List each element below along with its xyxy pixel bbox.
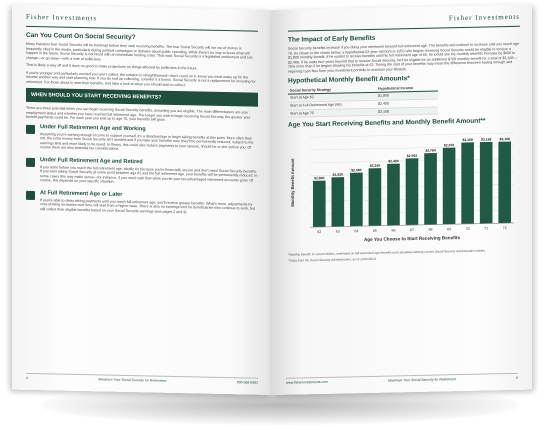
gridline — [310, 133, 514, 137]
benefit-chart — [288, 127, 520, 252]
briefcase-icon — [26, 124, 35, 133]
header-rule — [288, 26, 520, 32]
footnote-1: *Monthly benefit, in current dollars, estimated on full retirement age benefits and calculated utilizing current Social Security Administration tables. — [288, 248, 486, 258]
page-number: 4 — [26, 375, 28, 380]
data-label: $3,168 — [462, 138, 473, 143]
page-number: 5 — [516, 375, 518, 380]
data-label: $3,168 — [480, 137, 492, 143]
bar — [424, 153, 437, 225]
table-cell: Start at Full Retirement Age (66) — [288, 100, 376, 110]
table-cell: $1,800 — [376, 91, 438, 100]
heading-social-security: Can You Count On Social Security? — [26, 31, 136, 42]
tick-label: 65 — [372, 229, 377, 234]
paragraph-impact: Social Security benefits increase if you delay your retirement beyond full retirement age. The benefits will continue to increase until you reach age 70. As shown in the charts below, a hypothetical 62-year-old born in 1953 who begins receiving Social Security would be eligible to receive a $1,800 monthly benefit. If he waited to receive benefits until his full retirement age of 66, he would see his monthly benefits increase by $600 to $2,400. If he waits four years beyond that to receive Social Security, he'll be eligible for an additional $768 monthly benefit for a total of $3,168—76% more than if he begins drawing his benefits at 62. Timing the start of your benefits may mean the difference between having enough and requiring cash flow from your investment portfolio to maintain your lifestyle. — [288, 41, 520, 74]
table-title: Hypothetical Monthly Benefit Amounts* — [288, 75, 410, 85]
tick-label: 69 — [447, 227, 452, 232]
bar — [498, 142, 511, 224]
tick-label: 70 — [465, 227, 470, 232]
bar — [313, 181, 326, 228]
footnote-2: **Data from the Social Security Administration, as of 12/31/2014. — [288, 256, 377, 263]
calendar-icon — [26, 190, 35, 199]
bar — [480, 142, 493, 224]
data-label: $2,976 — [443, 143, 455, 148]
data-label: $1,800 — [314, 176, 325, 181]
right-page — [272, 5, 532, 395]
table-header: Hypothetical Income — [376, 85, 438, 93]
table-cell: Start at Age 70 — [288, 108, 376, 118]
footer-url: www.fisherinvestments.com — [286, 379, 328, 385]
footer-phone: 800-568-5882 — [236, 380, 258, 385]
table-cell: $2,400 — [376, 99, 438, 108]
subsection-title: Under Full Retirement Age and Working — [40, 123, 146, 132]
bar — [406, 159, 419, 226]
bar — [461, 143, 474, 225]
y-axis-label: Monthly Benefit Amount — [290, 158, 295, 208]
subsection-text: If you're able to delay taking payments until you reach full retirement age, you'll receive greater benefits. What's more, adjustments for cost-of-living increases over time will start from a higher base. There is also no earnings limit for beneficiaries who continue to work, but still collect their eligible benefits based on your Social Security earnings (see pages 2 and 9). — [40, 197, 256, 214]
brand-logo: Fisher Investments — [448, 12, 520, 23]
retiree-icon — [26, 157, 35, 166]
footer-title: Maximize Your Social Security for Retirement — [98, 377, 167, 383]
data-label: $3,168 — [499, 137, 510, 142]
bar-chart-svg — [288, 127, 520, 252]
footer-title: Maximize Your Social Security for Retirement — [387, 377, 456, 383]
subsection-text: If you retire before you reach the full retirement age, ideally it's because you're financially secure and don't need Social Security benefits. If you start taking Social Security at some point between age 62 and the full retirement age, your benefits will be permanently reduced. In some cases this may make sense—for instance, if you need cash flow while you let your tax-advantaged retirement accounts grow. Of course, this depends on your specific situation. — [40, 164, 258, 184]
heading-early-benefits: The Impact of Early Benefits — [288, 34, 376, 44]
tick-label: 64 — [354, 229, 359, 234]
left-footer — [26, 373, 258, 385]
data-label: $2,240 — [369, 163, 381, 169]
table-cell: Start at Age 62 — [288, 92, 376, 102]
tick-label: 66 — [391, 228, 396, 233]
subsection-title: Under Full Retirement Age and Retired — [40, 156, 143, 165]
chart-title: Age You Start Receiving Benefits and Monthly Benefit Amount** — [288, 117, 486, 130]
data-label: $2,400 — [388, 159, 399, 164]
left-page — [12, 5, 272, 395]
right-footer — [286, 373, 518, 385]
paragraph-1: Many investors fear Social Security will be bankrupt before they start receiving benefits. The fear Social Security will run out of money is frequently cited in the media, particularly during political campaigns or debates about public spending. While there's no way to know what will happen in the future, Social Security is not faced with an immediate funding crisis. That said, Social Security is a legislated entitlement and can change—or go away—with a vote of politicians. — [26, 41, 253, 61]
subsection-retired — [26, 156, 258, 190]
data-label: $2,080 — [351, 168, 362, 173]
subsection-title: At Full Retirement Age or Later — [40, 189, 123, 198]
data-label: $1,920 — [332, 172, 344, 178]
benefit-table — [288, 85, 438, 118]
bar — [369, 168, 382, 226]
tick-label: 68 — [428, 227, 433, 233]
data-label: $2,784 — [425, 148, 436, 154]
x-axis-label: Age You Choose to Start Receiving Benefits — [363, 235, 461, 243]
bar — [332, 177, 345, 227]
tick-label: 62 — [317, 230, 322, 235]
tick-label: 63 — [335, 229, 340, 235]
bar — [387, 164, 400, 226]
section-banner: WHEN SHOULD YOU START RECEIVING BENEFITS? — [26, 88, 258, 107]
tick-label: 67 — [410, 228, 414, 233]
subsection-working — [26, 123, 258, 157]
header-rule — [26, 26, 258, 32]
table-header: Social Security Strategy — [288, 86, 376, 94]
subsection-text: Assuming you're earning enough income to support yourself, it's a disadvantage to begin taking benefits at this point. More often than not, the extra money from Social Security isn't needed and if you take your benefits now, they'll be permanently reduced, subject to the earnings limit and more likely to be taxed. In theory, this could also reduce payments to your spouse, should he or she outlive you. Of course there are also potential tax considerations. — [40, 131, 254, 151]
tick-label: 71 — [484, 226, 489, 231]
bar — [350, 173, 363, 227]
open-brochure — [12, 10, 532, 405]
table-cell: $3,168 — [376, 107, 438, 116]
paragraph-2: That is likely a way off and it does no good to make projections on things affected by politicians in the future. — [26, 62, 198, 71]
paragraph-3: If you're younger and particularly worried you won't collect, the solution is straightforward—don't count on it. Know you must make up for the income another way and start planning now. If you do end up collecting, consider it a bonus. Social Security is not a replacement for investing for retirement. For those about to start their benefits, let's take a look at when you should start to collect. — [26, 70, 256, 87]
brand-logo: Fisher Investments — [26, 12, 98, 23]
tick-label: 72 — [502, 226, 507, 231]
subsection-full-age — [26, 189, 258, 218]
bar — [443, 148, 456, 225]
data-label: $2,592 — [406, 154, 418, 159]
paragraph-4: There are three potential times you can begin receiving Social Security benefits, assuming you are eligible. The main differentiators are your employment status and whether you have reached full retirement age. The longer you wait to begin receiving Social Security, the greater your benefit payments could be. For each year you wait up to age 70, your benefits will grow. — [26, 105, 251, 122]
